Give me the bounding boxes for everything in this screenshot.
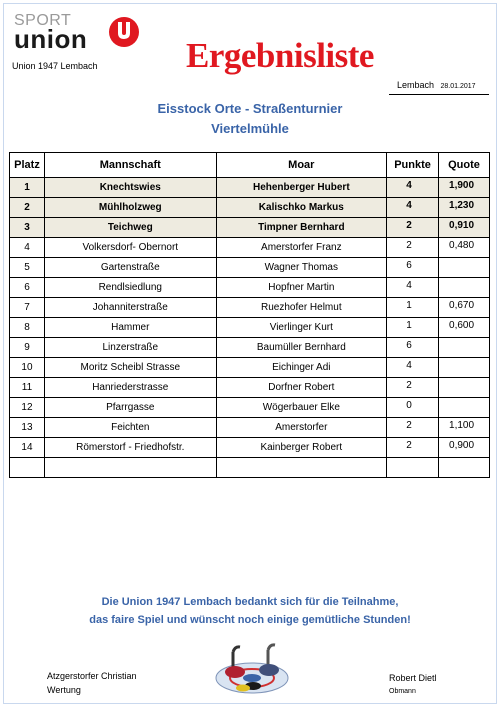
results-table: [9, 152, 490, 478]
cell-punkte: 1: [387, 298, 439, 318]
cell-moar: Amerstorfer Franz: [216, 238, 387, 258]
signature-left-name: Atzgerstorfer Christian: [47, 671, 137, 681]
cell-platz: [10, 458, 45, 478]
table-row: [10, 398, 490, 418]
cell-quote: 0,480: [439, 238, 490, 258]
signature-right-role: Obmann: [389, 688, 416, 695]
cell-platz: 1: [10, 178, 45, 198]
cell-mannschaft: Pfarrgasse: [44, 398, 216, 418]
cell-punkte: 4: [387, 178, 439, 198]
cell-moar: Kainberger Robert: [216, 438, 387, 458]
union-u-logo-icon: [108, 14, 140, 48]
table-row: [10, 418, 490, 438]
sport-union-logo: [14, 12, 134, 54]
cell-punkte: 4: [387, 198, 439, 218]
cell-moar: [216, 458, 387, 478]
cell-punkte: 4: [387, 358, 439, 378]
table-row: [10, 298, 490, 318]
logo-union-text: union: [14, 24, 88, 54]
cell-platz: 5: [10, 258, 45, 278]
cell-platz: 9: [10, 338, 45, 358]
cell-moar: Dorfner Robert: [216, 378, 387, 398]
cell-mannschaft: Rendlsiedlung: [44, 278, 216, 298]
cell-moar: Wagner Thomas: [216, 258, 387, 278]
event-title: Eisstock Orte - Straßenturnier: [157, 101, 343, 116]
logo-sport-text: SPORT: [14, 12, 72, 29]
cell-platz: 13: [10, 418, 45, 438]
cell-quote: 0,910: [439, 218, 490, 238]
cell-platz: 6: [10, 278, 45, 298]
cell-mannschaft: Linzerstraße: [44, 338, 216, 358]
header-mannschaft: Mannschaft: [44, 153, 216, 178]
signature-right-name: Robert Dietl: [389, 673, 437, 683]
cell-mannschaft: Johanniterstraße: [44, 298, 216, 318]
table-header-row: [10, 153, 490, 178]
table-row: [10, 338, 490, 358]
header-quote: Quote: [439, 153, 490, 178]
cell-punkte: [387, 458, 439, 478]
cell-moar: Wögerbauer Elke: [216, 398, 387, 418]
cell-punkte: 4: [387, 278, 439, 298]
cell-moar: Baumüller Bernhard: [216, 338, 387, 358]
cell-moar: Eichinger Adi: [216, 358, 387, 378]
cell-mannschaft: Volkersdorf- Obernort: [44, 238, 216, 258]
header-platz: Platz: [10, 153, 45, 178]
signature-left-role: Wertung: [47, 685, 81, 695]
cell-mannschaft: Knechtswies: [44, 178, 216, 198]
date: 28.01.2017: [440, 83, 476, 90]
cell-quote: 1,230: [439, 198, 490, 218]
cell-moar: Amerstorfer: [216, 418, 387, 438]
cell-mannschaft: Teichweg: [44, 218, 216, 238]
table-row: [10, 178, 490, 198]
table-row: [10, 238, 490, 258]
cell-quote: [439, 278, 490, 298]
cell-punkte: 2: [387, 378, 439, 398]
cell-moar: Vierlinger Kurt: [216, 318, 387, 338]
thanks-line-2: das faire Spiel und wünscht noch einige gemütliche Stunden!: [89, 614, 411, 626]
cell-mannschaft: Feichten: [44, 418, 216, 438]
place: Lembach: [397, 80, 435, 90]
cell-mannschaft: Mühlholzweg: [44, 198, 216, 218]
signature-right: [389, 671, 437, 699]
cell-quote: [439, 258, 490, 278]
table-row: [10, 318, 490, 338]
table-row: [10, 438, 490, 458]
cell-moar: Timpner Bernhard: [216, 218, 387, 238]
curling-stones-icon: [213, 634, 291, 696]
cell-quote: 0,670: [439, 298, 490, 318]
cell-punkte: 1: [387, 318, 439, 338]
cell-quote: [439, 458, 490, 478]
cell-quote: [439, 378, 490, 398]
cell-quote: 1,100: [439, 418, 490, 438]
cell-mannschaft: Hammer: [44, 318, 216, 338]
cell-quote: [439, 338, 490, 358]
club-name: Union 1947 Lembach: [12, 61, 98, 71]
cell-platz: 4: [10, 238, 45, 258]
cell-punkte: 2: [387, 238, 439, 258]
cell-platz: 11: [10, 378, 45, 398]
signature-left: [47, 669, 137, 697]
cell-mannschaft: Moritz Scheibl Strasse: [44, 358, 216, 378]
cell-moar: Hopfner Martin: [216, 278, 387, 298]
place-date: [389, 75, 489, 95]
cell-moar: Ruezhofer Helmut: [216, 298, 387, 318]
cell-quote: [439, 398, 490, 418]
cell-platz: 3: [10, 218, 45, 238]
cell-moar: Kalischko Markus: [216, 198, 387, 218]
cell-platz: 7: [10, 298, 45, 318]
cell-punkte: 2: [387, 418, 439, 438]
thanks-line-1: Die Union 1947 Lembach bedankt sich für die Teilnahme,: [101, 596, 399, 608]
cell-platz: 8: [10, 318, 45, 338]
cell-punkte: 2: [387, 438, 439, 458]
cell-mannschaft: Gartenstraße: [44, 258, 216, 278]
cell-moar: Hehenberger Hubert: [216, 178, 387, 198]
event-location: Viertelmühle: [211, 121, 289, 136]
table-row: [10, 218, 490, 238]
cell-quote: [439, 358, 490, 378]
table-row: [10, 378, 490, 398]
cell-punkte: 2: [387, 218, 439, 238]
table-row: [10, 198, 490, 218]
cell-platz: 12: [10, 398, 45, 418]
header-punkte: Punkte: [387, 153, 439, 178]
table-row: [10, 258, 490, 278]
page-title: Ergebnisliste: [186, 36, 374, 75]
table-row: [10, 458, 490, 478]
cell-punkte: 0: [387, 398, 439, 418]
cell-punkte: 6: [387, 338, 439, 358]
header-moar: Moar: [216, 153, 387, 178]
cell-mannschaft: Hanriederstrasse: [44, 378, 216, 398]
cell-mannschaft: [44, 458, 216, 478]
cell-platz: 2: [10, 198, 45, 218]
table-row: [10, 278, 490, 298]
cell-platz: 14: [10, 438, 45, 458]
cell-mannschaft: Römerstorf - Friedhofstr.: [44, 438, 216, 458]
cell-quote: 0,600: [439, 318, 490, 338]
cell-platz: 10: [10, 358, 45, 378]
cell-quote: 0,900: [439, 438, 490, 458]
cell-quote: 1,900: [439, 178, 490, 198]
cell-punkte: 6: [387, 258, 439, 278]
table-row: [10, 358, 490, 378]
